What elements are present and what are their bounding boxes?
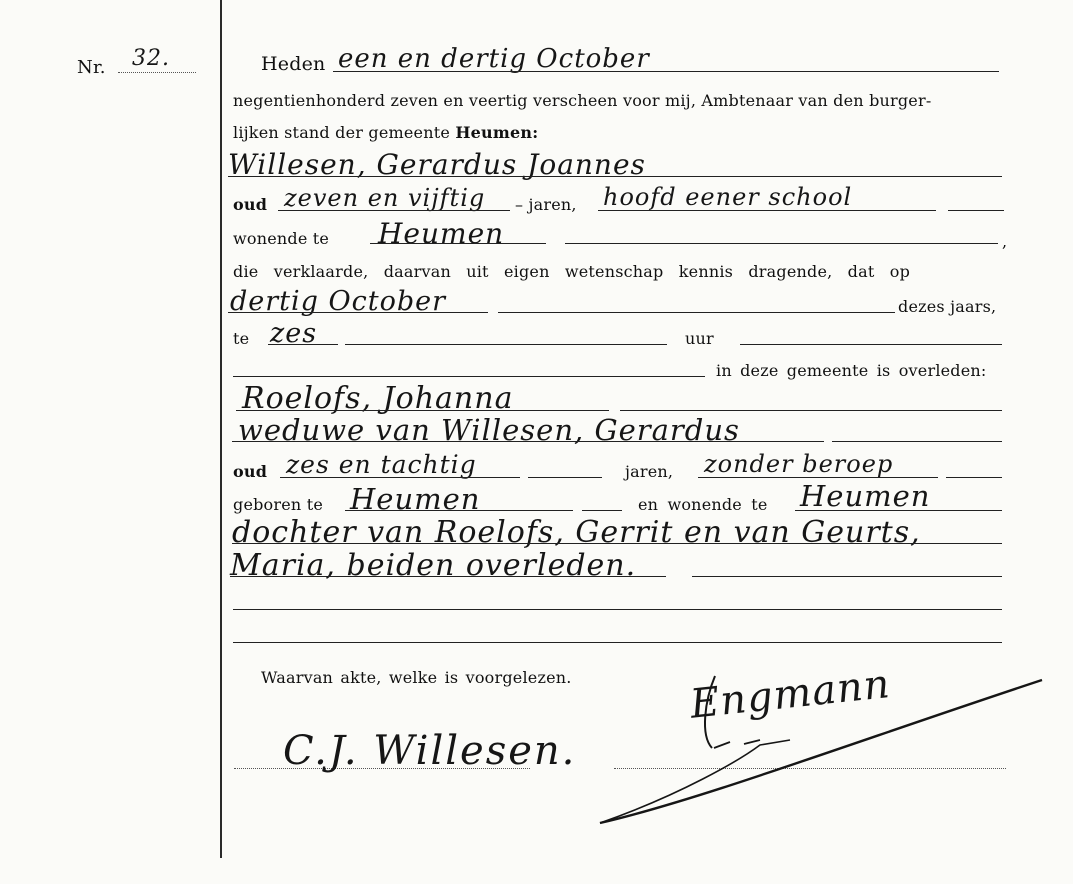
- jaren-text: jaren,: [528, 195, 577, 214]
- parents-line-1-handwritten: dochter van Roelofs, Gerrit en van Geurts,: [232, 515, 921, 550]
- declarant-name-handwritten: Willesen, Gerardus Joannes: [228, 148, 646, 181]
- intro-line: negentienhonderd zeven en veertig verscheen voor mij, Ambtenaar van den burger-: [233, 91, 932, 110]
- death-time-handwritten: zes: [270, 318, 318, 349]
- en-wonende-te-label: en wonende te: [638, 495, 768, 514]
- deceased-name-handwritten: Roelofs, Johanna: [242, 381, 514, 416]
- record-number-label: Nr.: [77, 57, 106, 78]
- municipality-name: Heumen:: [455, 123, 539, 142]
- declarant-age-handwritten: zeven en vijftig: [284, 184, 486, 212]
- oud-label: oud: [233, 195, 268, 214]
- official-signature: Engmann: [688, 661, 893, 728]
- geboren-te-label: geboren te: [233, 495, 323, 514]
- jaren-label: – jaren,: [515, 195, 577, 214]
- te-label: te: [233, 329, 250, 348]
- date-handwritten: een en dertig October: [338, 44, 650, 74]
- residence-handwritten: Heumen: [800, 479, 931, 513]
- record-number-value: 32.: [132, 46, 170, 71]
- declaration-line: die verklaarde, daarvan uit eigen wetenschap kennis dragende, dat op: [233, 262, 911, 281]
- deceased-occupation-handwritten: zonder beroep: [704, 450, 894, 478]
- municipality-line-text: lijken stand der gemeente: [233, 123, 451, 142]
- comma-mark: ,: [1002, 232, 1008, 251]
- closing-statement: Waarvan akte, welke is voorgelezen.: [261, 668, 572, 687]
- deceased-age-handwritten: zes en tachtig: [286, 450, 477, 479]
- overleden-label: in deze gemeente is overleden:: [716, 361, 987, 380]
- declarant-occupation-handwritten: hoofd eener school: [603, 183, 853, 211]
- uur-label: uur: [685, 329, 714, 348]
- deceased-status-handwritten: weduwe van Willesen, Gerardus: [238, 413, 740, 447]
- declarant-signature: C.J. Willesen.: [283, 728, 577, 774]
- jaren-label-2: jaren,: [625, 462, 674, 481]
- oud-label-2: oud: [233, 462, 268, 481]
- heden-label: Heden: [261, 53, 326, 75]
- wonende-te-label: wonende te: [233, 229, 330, 248]
- dezes-jaars-label: dezes jaars,: [898, 297, 997, 316]
- parents-line-2-handwritten: Maria, beiden overleden.: [230, 548, 637, 583]
- death-date-handwritten: dertig October: [230, 286, 447, 317]
- birthplace-handwritten: Heumen: [350, 482, 481, 516]
- declarant-residence-handwritten: Heumen: [378, 217, 505, 250]
